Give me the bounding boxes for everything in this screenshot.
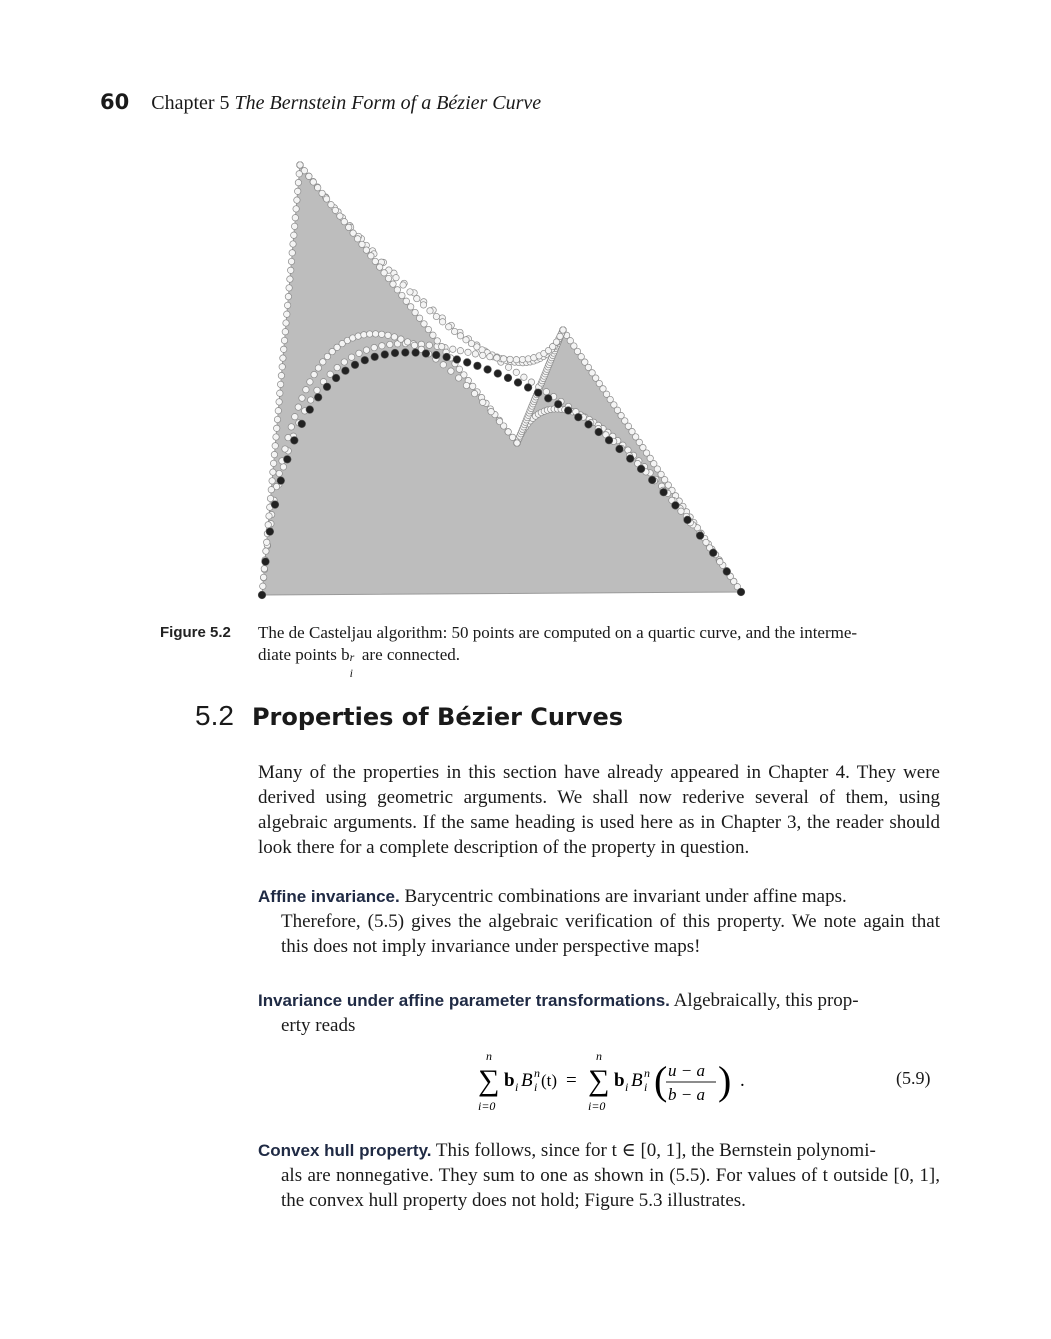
intermediate-point (328, 202, 334, 208)
intermediate-point (470, 383, 476, 389)
right-paren: ) (718, 1058, 732, 1103)
intermediate-point (420, 302, 426, 308)
property-title: Invariance under affine parameter transformations. (258, 991, 670, 1010)
intermediate-point (303, 387, 309, 393)
intermediate-point (457, 348, 463, 354)
curve-point (412, 349, 420, 357)
curve-point (672, 502, 680, 510)
curve-point (463, 359, 471, 367)
intermediate-point (496, 418, 502, 424)
intermediate-point (543, 389, 549, 395)
intermediate-point (404, 339, 410, 345)
curve-point (371, 353, 379, 361)
intermediate-point (260, 574, 266, 580)
intermediate-point (488, 408, 494, 414)
intermediate-point (296, 171, 302, 177)
intermediate-point (310, 179, 316, 185)
intermediate-point (272, 443, 278, 449)
curve-point (484, 366, 492, 374)
intermediate-point (403, 298, 409, 304)
sum2-sign: ∑ (588, 1064, 610, 1097)
running-header (100, 90, 541, 122)
intermediate-point (285, 293, 291, 299)
intermediate-point (385, 275, 391, 281)
intermediate-point (355, 333, 361, 339)
B-left-sup: n (534, 1066, 540, 1080)
curve-point (696, 532, 704, 540)
curve-point (323, 383, 331, 391)
intermediate-point (332, 207, 338, 213)
intermediate-point (457, 333, 463, 339)
equation-5-9 (478, 1048, 778, 1118)
intermediate-point (367, 331, 373, 337)
B-right: B (631, 1070, 643, 1091)
sum1-lower: i=0 (478, 1099, 496, 1113)
intermediate-point (513, 369, 519, 375)
fraction-denominator: b − a (668, 1085, 705, 1104)
intermediate-point (433, 313, 439, 319)
intermediate-point (288, 258, 294, 264)
intermediate-point (299, 395, 305, 401)
curve-point (575, 413, 583, 421)
intermediate-point (400, 282, 406, 288)
property-text-rest: als are nonnegative. They sum to one as shown in (5.5). For values of t outside [0, 1], the convex hull property does not hold; Figure 5.3 illustrates. (281, 1165, 940, 1211)
intermediate-point (274, 416, 280, 422)
intermediate-point (513, 357, 519, 363)
intermediate-point (379, 343, 385, 349)
intermediate-point (391, 334, 397, 340)
intermediate-point (509, 434, 515, 440)
curve-point (271, 501, 279, 509)
caption-sup: r (349, 650, 355, 664)
intermediate-point (295, 188, 301, 194)
curve-point (258, 591, 266, 599)
intermediate-point (315, 365, 321, 371)
intermediate-point (341, 219, 347, 225)
intermediate-point (463, 382, 469, 388)
property-text-first: Barycentric combinations are invariant under affine maps. (399, 886, 847, 907)
intermediate-point (560, 327, 566, 333)
intermediate-point (393, 275, 399, 281)
intermediate-point (421, 321, 427, 327)
intermediate-point (306, 173, 312, 179)
curve-point (595, 428, 603, 436)
curve-point (616, 445, 624, 453)
intermediate-point (311, 371, 317, 377)
intermediate-point (371, 344, 377, 350)
intermediate-point (430, 332, 436, 338)
curve-point (534, 389, 542, 397)
intermediate-point (356, 350, 362, 356)
intermediate-point (288, 424, 294, 430)
intro-paragraph: Many of the properties in this section have already appeared in Chapter 4. They were derived using geometric arguments. We shall now rederive several of them, using algebraic arguments. If the same heading is used here as in Chapter 3, the reader should look there for a complete description of the property in question. (258, 762, 940, 858)
curve-point (585, 421, 593, 429)
intermediate-point (446, 324, 452, 330)
intermediate-point (359, 241, 365, 247)
equals-sign: = (566, 1070, 577, 1091)
intermediate-point (282, 446, 288, 452)
intermediate-point (399, 292, 405, 298)
intermediate-point (557, 333, 563, 339)
intermediate-point (368, 253, 374, 259)
curve-point (266, 528, 274, 536)
intermediate-point (346, 224, 352, 230)
caption-line-1: The de Casteljau algorithm: 50 points are computed on a quartic curve, and the interme- (258, 623, 858, 642)
intermediate-point (494, 355, 500, 361)
intermediate-point (450, 346, 456, 352)
B-right-sub: i (644, 1080, 648, 1094)
intermediate-point (260, 583, 266, 589)
intermediate-point (281, 346, 287, 352)
curve-point (342, 367, 350, 375)
curve-point (648, 476, 656, 484)
intermediate-point (319, 190, 325, 196)
intermediate-point (307, 379, 313, 385)
chapter-name: The Bernstein Form of a Bézier Curve (234, 92, 542, 114)
intermediate-point (280, 355, 286, 361)
curve-point (524, 384, 532, 392)
curve-point (474, 362, 482, 370)
intermediate-point (500, 356, 506, 362)
curve-point (277, 477, 285, 485)
de-casteljau-figure (245, 150, 785, 610)
figure-label: Figure 5.2 (160, 624, 231, 641)
intermediate-point (505, 364, 511, 370)
curve-point (544, 395, 552, 403)
curve-point (284, 456, 292, 464)
caption-sub: i (349, 666, 353, 680)
intermediate-point (456, 375, 462, 381)
intermediate-point (288, 267, 294, 273)
curve-point (361, 356, 369, 364)
intermediate-point (408, 304, 414, 310)
intermediate-point (287, 276, 293, 282)
intermediate-point (314, 387, 320, 393)
intermediate-point (276, 399, 282, 405)
curve-point (564, 407, 572, 415)
t-arg: (t) (541, 1071, 558, 1090)
curve-point (314, 394, 322, 402)
property-title: Affine invariance. (258, 887, 400, 906)
B-left-sub: i (534, 1080, 538, 1094)
B-left: B (521, 1070, 533, 1091)
property-affine-invariance (258, 884, 940, 959)
intermediate-point (261, 566, 267, 572)
intermediate-point (412, 309, 418, 315)
intermediate-point (411, 342, 417, 348)
curve-point (402, 349, 410, 357)
caption-line-2a: diate points b (258, 645, 350, 664)
intermediate-point (323, 196, 329, 202)
curve-point (443, 353, 451, 361)
curve-point (554, 400, 562, 408)
curve-point (306, 406, 314, 414)
intermediate-point (269, 478, 275, 484)
intermediate-point (379, 331, 385, 337)
curve-point (262, 558, 270, 566)
intermediate-point (703, 539, 709, 545)
curve-point (709, 549, 717, 557)
intermediate-point (426, 342, 432, 348)
intermediate-point (398, 336, 404, 342)
b-left-index: i (515, 1080, 519, 1094)
intermediate-point (507, 356, 513, 362)
curve-point (494, 370, 502, 378)
chapter-label: Chapter 5 (151, 92, 230, 114)
intermediate-point (381, 270, 387, 276)
intermediate-point (315, 185, 321, 191)
b-left: b (504, 1070, 515, 1091)
intermediate-point (293, 206, 299, 212)
intermediate-point (427, 308, 433, 314)
sum2-lower: i=0 (588, 1099, 606, 1113)
intermediate-point (363, 247, 369, 253)
intermediate-point (439, 343, 445, 349)
b-right-index: i (625, 1080, 629, 1094)
intermediate-point (284, 302, 290, 308)
intermediate-point (521, 374, 527, 380)
b-right: b (614, 1070, 625, 1091)
intermediate-point (263, 548, 269, 554)
intermediate-point (281, 337, 287, 343)
intermediate-point (320, 359, 326, 365)
curve-point (422, 350, 430, 358)
intermediate-point (277, 381, 283, 387)
intermediate-point (280, 464, 286, 470)
fraction-numerator: u − a (668, 1061, 705, 1080)
intermediate-point (291, 223, 297, 229)
intermediate-point (292, 414, 298, 420)
intermediate-point (514, 440, 520, 446)
property-title: Convex hull property. (258, 1141, 432, 1160)
intermediate-point (439, 319, 445, 325)
chapter-title (151, 92, 541, 114)
intermediate-point (471, 390, 477, 396)
section-title: Properties of Bézier Curves (251, 703, 624, 731)
intermediate-point (279, 364, 285, 370)
intermediate-point (519, 356, 525, 362)
curve-point (453, 356, 461, 364)
intermediate-point (553, 339, 559, 345)
intermediate-point (266, 513, 272, 519)
property-convex-hull (258, 1138, 940, 1213)
intermediate-point (465, 349, 471, 355)
curve-point (504, 374, 512, 382)
intermediate-point (456, 366, 462, 372)
intermediate-point (416, 315, 422, 321)
curve-point (381, 351, 389, 359)
intermediate-point (487, 354, 493, 360)
curve-point (391, 349, 399, 357)
intermediate-point (276, 470, 282, 476)
intermediate-point (295, 404, 301, 410)
intermediate-point (372, 331, 378, 337)
intermediate-point (448, 368, 454, 374)
intermediate-point (377, 264, 383, 270)
equation-period: . (740, 1070, 745, 1091)
left-paren: ( (654, 1058, 668, 1103)
curve-point (291, 437, 299, 445)
B-right-sup: n (644, 1066, 650, 1080)
intermediate-point (295, 179, 301, 185)
curve-point (514, 379, 522, 387)
intermediate-point (290, 241, 296, 247)
intermediate-point (480, 399, 486, 405)
intermediate-point (282, 329, 288, 335)
intermediate-point (361, 332, 367, 338)
sum1-sign: ∑ (478, 1064, 500, 1097)
property-text-first: Algebraically, this prop- (669, 990, 859, 1011)
sum2-upper: n (596, 1049, 602, 1063)
page-number: 60 (100, 90, 130, 114)
intermediate-point (390, 281, 396, 287)
intermediate-point (265, 522, 271, 528)
curve-point (605, 436, 613, 444)
intermediate-point (289, 250, 295, 256)
figure-caption-text (258, 622, 948, 680)
curve-point (660, 488, 668, 496)
section-heading (195, 700, 623, 732)
property-parameter-invariance (258, 988, 940, 1038)
intermediate-point (678, 508, 684, 514)
intermediate-point (348, 354, 354, 360)
intermediate-point (425, 326, 431, 332)
intermediate-point (268, 487, 274, 493)
intermediate-point (717, 559, 723, 565)
intermediate-point (324, 353, 330, 359)
curve-point (332, 374, 340, 382)
intermediate-point (278, 372, 284, 378)
caption-line-2b: are connected. (357, 645, 461, 664)
intermediate-point (434, 338, 440, 344)
intermediate-point (472, 351, 478, 357)
intermediate-point (337, 213, 343, 219)
intermediate-point (286, 285, 292, 291)
intermediate-point (372, 258, 378, 264)
curve-point (351, 361, 359, 369)
curve-point (432, 351, 440, 359)
equation-number: (5.9) (896, 1068, 931, 1088)
intermediate-point (283, 320, 289, 326)
intermediate-point (463, 337, 469, 343)
intermediate-point (505, 429, 511, 435)
curve-point (626, 455, 634, 463)
property-text-rest: erty reads (281, 1015, 356, 1036)
intermediate-point (294, 197, 300, 203)
curve-point (637, 465, 645, 473)
intermediate-point (291, 232, 297, 238)
intermediate-point (387, 341, 393, 347)
sum1-upper: n (486, 1049, 492, 1063)
intermediate-point (385, 332, 391, 338)
curve-point (298, 420, 306, 428)
intermediate-point (274, 425, 280, 431)
intermediate-point (407, 289, 413, 295)
intermediate-point (354, 236, 360, 242)
intermediate-point (275, 408, 281, 414)
intermediate-point (277, 390, 283, 396)
property-text-rest: Therefore, (5.5) gives the algebraic verification of this property. We note again that this does not imply invariance under perspective maps! (281, 911, 940, 957)
intermediate-point (350, 230, 356, 236)
intermediate-point (414, 295, 420, 301)
intermediate-point (451, 328, 457, 334)
intermediate-point (440, 362, 446, 368)
intermediate-point (273, 434, 279, 440)
property-text-first: This follows, since for t ∈ [0, 1], the Bernstein polynomi- (431, 1140, 876, 1161)
section-number: 5.2 (195, 700, 234, 731)
intermediate-point (270, 469, 276, 475)
intermediate-point (341, 359, 347, 365)
curve-point (684, 516, 692, 524)
intermediate-point (271, 451, 277, 457)
intermediate-point (394, 287, 400, 293)
intermediate-point (480, 352, 486, 358)
intermediate-point (308, 397, 314, 403)
intermediate-point (334, 364, 340, 370)
intermediate-point (284, 311, 290, 317)
intermediate-point (264, 539, 270, 545)
intermediate-point (267, 495, 273, 501)
intermediate-point (270, 460, 276, 466)
curve-point (723, 568, 731, 576)
curve-point (737, 588, 745, 596)
intermediate-point (297, 162, 303, 168)
intermediate-point (292, 215, 298, 221)
intermediate-point (363, 347, 369, 353)
